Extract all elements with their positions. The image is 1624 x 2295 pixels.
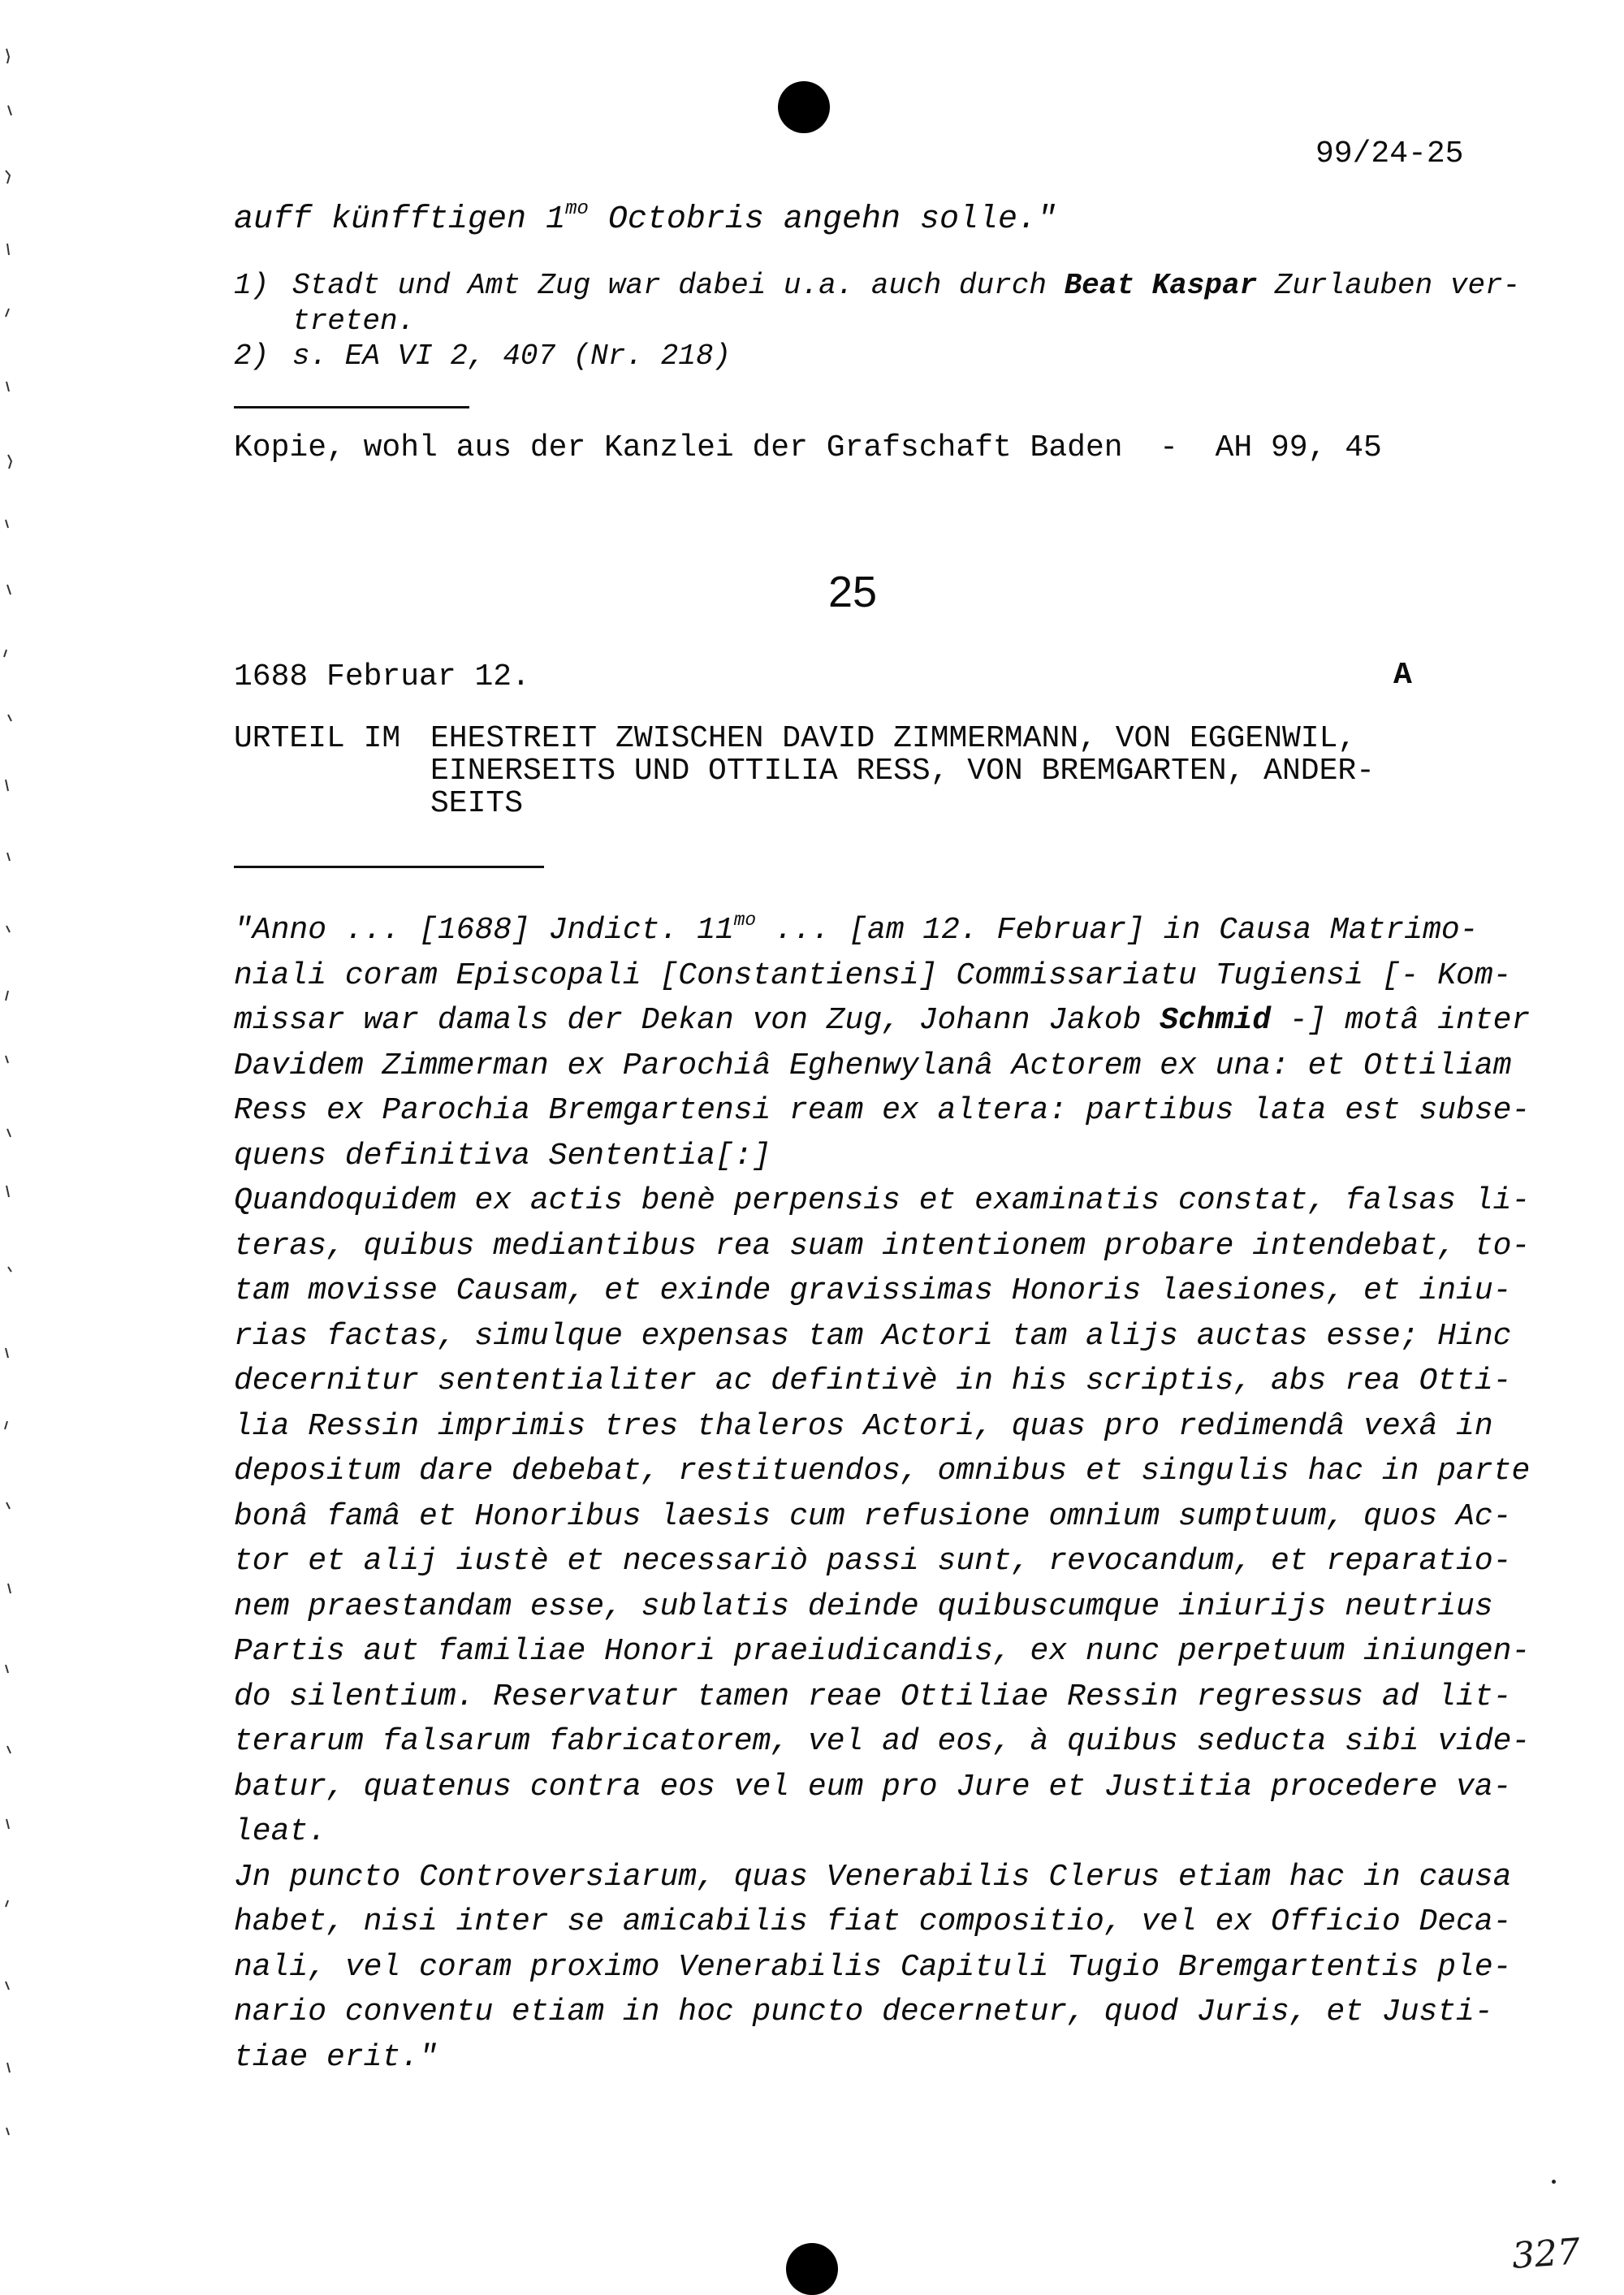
separator-rule-2 <box>234 866 544 868</box>
body-line-3-name: Schmid <box>1160 1003 1272 1038</box>
punch-hole-top <box>778 81 830 133</box>
body-line: tor et alij iustè et necessariò passi sunt, revocandum, et reparatio- <box>234 1544 1512 1579</box>
continuation-text-end: Octobris angehn solle." <box>588 201 1056 238</box>
body-line: Quandoquidem ex actis benè perpensis et examinatis constat, falsas li- <box>234 1183 1531 1218</box>
body-line: quens definitiva Sententia[:] <box>234 1138 771 1173</box>
body-line: depositum dare debebat, restituendos, omnibus et singulis hac in parte <box>234 1454 1531 1489</box>
heading-label: URTEIL IM <box>234 721 401 756</box>
continuation-line <box>234 198 1056 238</box>
body-line: Jn puncto Controversiarum, quas Venerabilis Clerus etiam hac in causa <box>234 1859 1512 1895</box>
document-date: 1688 Februar 12. <box>234 659 530 694</box>
footnote-2-text: s. EA VI 2, 407 (Nr. 218) <box>292 339 732 373</box>
body-line: niali coram Episcopali [Constantiensi] Commissariatu Tugiensi [- Kom- <box>234 957 1512 993</box>
body-line-1-b: ... [am 12. Februar] in Causa Matrimo- <box>756 913 1479 948</box>
body-line: nali, vel coram proximo Venerabilis Capituli Tugio Bremgartentis ple- <box>234 1949 1512 1985</box>
body-line: bonâ famâ et Honoribus laesis cum refusione omnium sumptuum, quos Ac- <box>234 1498 1512 1534</box>
body-line <box>234 998 1531 1044</box>
body-line: decernitur sententialiter ac defintivè in his scriptis, abs rea Otti- <box>234 1364 1512 1398</box>
continuation-sup: mo <box>565 198 589 221</box>
continuation-text: auff künfftigen 1 <box>234 201 566 238</box>
document-heading <box>234 723 1375 820</box>
body-line: tiae erit." <box>234 2039 438 2075</box>
footnote-1-line2: treten. <box>292 305 416 338</box>
document-number: 25 <box>828 568 878 616</box>
document-letter: A <box>1393 658 1412 693</box>
body-line: Davidem Zimmerman ex Parochiâ Eghenwylanâ Actorem ex una: et Ottiliam <box>234 1048 1512 1083</box>
body-line <box>234 908 1484 953</box>
body-line: Partis aut familiae Honori praeiudicandis, ex nunc perpetuum iniungen- <box>234 1634 1531 1669</box>
body-line-3-a: missar war damals der Dekan von Zug, Johann Jakob <box>234 1003 1160 1038</box>
footnote-1-text: Stadt und Amt Zug war dabei u.a. auch durch <box>292 269 1065 302</box>
footnote-1-line1 <box>234 268 1520 304</box>
footnote-1-marker: 1) <box>234 269 270 302</box>
heading-line-1 <box>234 723 1375 755</box>
footnote-2 <box>234 339 731 373</box>
footnote-2-marker: 2) <box>234 339 270 373</box>
body-line-3-c: -] motâ inter <box>1271 1003 1531 1038</box>
body-text <box>234 908 1531 2080</box>
body-line: nem praestandam esse, sublatis deinde quibuscumque iniurijs neutrius <box>234 1588 1493 1624</box>
scan-dot <box>1552 2180 1556 2184</box>
body-line: teras, quibus mediantibus rea suam intentionem probare intendebat, to- <box>234 1228 1531 1264</box>
heading-line-2: EINERSEITS UND OTTILIA RESS, VON BREMGARTEN, ANDER- <box>430 754 1375 789</box>
body-line-1-a: "Anno ... [1688] Jndict. 11 <box>234 913 734 948</box>
heading-line-3: SEITS <box>430 786 524 821</box>
body-line: tam movisse Causam, et exinde gravissimas Honoris laesiones, et iniu- <box>234 1273 1512 1308</box>
scan-edge-marks <box>0 0 18 2292</box>
footnote-1-text-end: Zurlauben ver- <box>1257 269 1521 302</box>
page-number: 99/24-25 <box>1315 136 1464 171</box>
body-line-1-sup: mo <box>733 910 757 931</box>
handwritten-page-number: 327 <box>1510 2231 1582 2277</box>
footnote-1 <box>234 268 1520 339</box>
body-line: batur, quatenus contra eos vel eum pro Jure et Justitia procedere va- <box>234 1769 1512 1804</box>
footnote-1-name: Beat Kaspar <box>1064 269 1258 302</box>
body-line: lia Ressin imprimis tres thaleros Actori, quas pro redimendâ vexâ in <box>234 1408 1493 1444</box>
body-line: Ress ex Parochia Bremgartensi ream ex altera: partibus lata est subse- <box>234 1093 1531 1128</box>
heading-line-1-text: EHESTREIT ZWISCHEN DAVID ZIMMERMANN, VON EGGENWIL, <box>430 721 1357 756</box>
body-line: habet, nisi inter se amicabilis fiat compositio, vel ex Officio Deca- <box>234 1904 1512 1939</box>
body-line: do silentium. Reservatur tamen reae Ottiliae Ressin regressus ad lit- <box>234 1679 1512 1714</box>
body-line: rias factas, simulque expensas tam Actori tam alijs auctas esse; Hinc <box>234 1318 1512 1354</box>
separator-rule-1 <box>234 406 469 408</box>
body-line: nario conventu etiam in hoc puncto decernetur, quod Juris, et Justi- <box>234 1995 1493 2029</box>
punch-hole-bottom <box>786 2243 838 2295</box>
body-line: terarum falsarum fabricatorem, vel ad eos, à quibus seducta sibi vide- <box>234 1724 1531 1759</box>
source-note: Kopie, wohl aus der Kanzlei der Grafschaft Baden - AH 99, 45 <box>234 430 1382 465</box>
body-line: leat. <box>234 1814 327 1849</box>
